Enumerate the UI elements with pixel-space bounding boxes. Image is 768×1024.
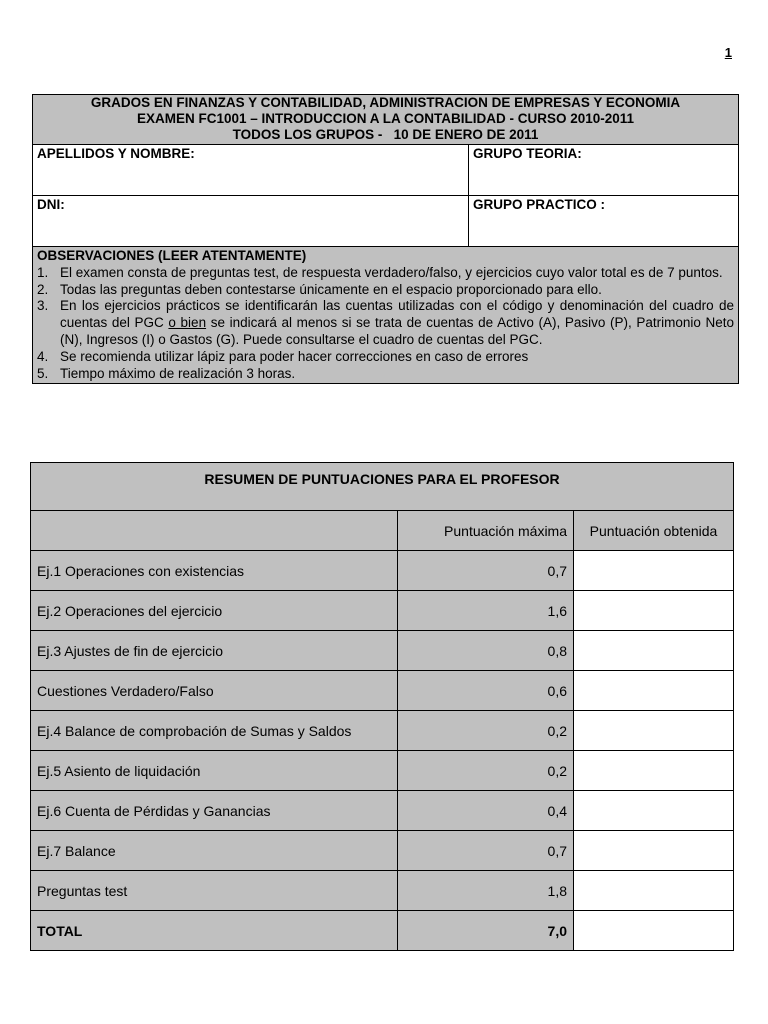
observation-text: Todas las preguntas deben contestarse únicamente en el espacio proporcionado para ello. bbox=[60, 281, 602, 297]
obtained-score-input[interactable] bbox=[574, 791, 734, 831]
exercise-label: Ej.2 Operaciones del ejercicio bbox=[31, 591, 398, 631]
theory-group-field[interactable] bbox=[469, 145, 739, 196]
observation-number: 4. bbox=[37, 348, 49, 364]
observation-text: Tiempo máximo de realización 3 horas. bbox=[60, 365, 296, 381]
obtained-score-input[interactable] bbox=[574, 831, 734, 871]
exam-title-line-1: GRADOS EN FINANZAS Y CONTABILIDAD, ADMINISTRACION DE EMPRESAS Y ECONOMIA bbox=[90, 95, 681, 110]
page-number: 1 bbox=[724, 45, 732, 60]
obtained-score-input[interactable] bbox=[574, 591, 734, 631]
max-score-cell: 0,7 bbox=[398, 551, 574, 591]
observation-number: 3. bbox=[37, 298, 49, 314]
observation-item bbox=[37, 349, 734, 366]
table-row bbox=[31, 831, 734, 871]
exercise-label: Ej.6 Cuenta de Pérdidas y Ganancias bbox=[31, 791, 398, 831]
exam-title bbox=[33, 95, 739, 145]
observations-title: OBSERVACIONES (LEER ATENTAMENTE) bbox=[37, 248, 307, 263]
exercise-label: Ej.5 Asiento de liquidación bbox=[31, 751, 398, 791]
exam-title-line-2: EXAMEN FC1001 – INTRODUCCION A LA CONTABILIDAD - CURSO 2010-2011 bbox=[136, 111, 635, 126]
max-score-cell: 1,6 bbox=[398, 591, 574, 631]
table-row bbox=[31, 671, 734, 711]
dni-field[interactable] bbox=[33, 196, 469, 247]
table-row bbox=[31, 751, 734, 791]
exercise-label: Ej.7 Balance bbox=[31, 831, 398, 871]
observation-item bbox=[37, 366, 734, 383]
observation-text: El examen consta de preguntas test, de respuesta verdadero/falso, y ejercicios cuyo valor total es de 7 puntos. bbox=[60, 264, 723, 280]
table-row bbox=[31, 551, 734, 591]
obtained-score-input[interactable] bbox=[574, 751, 734, 791]
observation-number: 1. bbox=[37, 264, 49, 280]
max-score-cell: 0,2 bbox=[398, 711, 574, 751]
obtained-score-input[interactable] bbox=[574, 551, 734, 591]
name-field[interactable] bbox=[33, 145, 469, 196]
observation-number: 5. bbox=[37, 365, 49, 381]
obtained-score-input[interactable] bbox=[574, 871, 734, 911]
observation-item bbox=[37, 265, 734, 282]
total-row bbox=[31, 911, 734, 951]
max-score-cell: 0,8 bbox=[398, 631, 574, 671]
name-label: APELLIDOS Y NOMBRE: bbox=[37, 146, 195, 161]
table-row bbox=[31, 791, 734, 831]
max-score-cell: 1,8 bbox=[398, 871, 574, 911]
max-score-cell: 0,7 bbox=[398, 831, 574, 871]
exercise-label: Ej.4 Balance de comprobación de Sumas y Saldos bbox=[31, 711, 398, 751]
exercise-label: Ej.1 Operaciones con existencias bbox=[31, 551, 398, 591]
observation-text-before: En los ejercicios prácticos se identificarán las cuentas utilizadas con el código y denominación del cuadro de cuentas del PGC bbox=[60, 298, 735, 331]
empty-header-cell bbox=[31, 511, 398, 551]
max-score-cell: 0,6 bbox=[398, 671, 574, 711]
table-row bbox=[31, 591, 734, 631]
obtained-score-input[interactable] bbox=[574, 671, 734, 711]
obtained-score-header: Puntuación obtenida bbox=[574, 511, 734, 551]
total-obtained-input[interactable] bbox=[574, 911, 734, 951]
theory-group-label: GRUPO TEORIA: bbox=[473, 146, 582, 161]
max-score-cell: 0,2 bbox=[398, 751, 574, 791]
obtained-score-input[interactable] bbox=[574, 711, 734, 751]
max-score-header: Puntuación máxima bbox=[398, 511, 574, 551]
max-score-cell: 0,4 bbox=[398, 791, 574, 831]
observation-underlined-text: o bien bbox=[168, 315, 207, 331]
score-summary-title: RESUMEN DE PUNTUACIONES PARA EL PROFESOR bbox=[31, 463, 734, 511]
score-summary-table bbox=[30, 462, 734, 951]
observation-item bbox=[37, 298, 734, 348]
total-max-score: 7,0 bbox=[398, 911, 574, 951]
total-label: TOTAL bbox=[31, 911, 398, 951]
table-row bbox=[31, 711, 734, 751]
exam-title-line-3: TODOS LOS GRUPOS - 10 DE ENERO DE 2011 bbox=[232, 127, 539, 142]
table-row bbox=[31, 631, 734, 671]
dni-label: DNI: bbox=[37, 197, 65, 212]
table-row bbox=[31, 871, 734, 911]
observations-box bbox=[33, 247, 739, 384]
observations-list bbox=[37, 265, 734, 383]
observation-item bbox=[37, 282, 734, 299]
observation-number: 2. bbox=[37, 281, 49, 297]
exam-header-table bbox=[32, 94, 739, 384]
observation-text: Se recomienda utilizar lápiz para poder hacer correcciones en caso de errores bbox=[60, 348, 529, 364]
practice-group-field[interactable] bbox=[469, 196, 739, 247]
practice-group-label: GRUPO PRACTICO : bbox=[473, 197, 606, 212]
observation-text-after: se indicará al menos si se trata de cuentas de Activo (A), Pasivo (P), Patrimonio Neto (N), Ingresos (I) o Gastos (G). Puede consultarse el cuadro de cuentas del PGC. bbox=[60, 315, 734, 347]
obtained-score-input[interactable] bbox=[574, 631, 734, 671]
exercise-label: Ej.3 Ajustes de fin de ejercicio bbox=[31, 631, 398, 671]
exercise-label: Cuestiones Verdadero/Falso bbox=[31, 671, 398, 711]
exercise-label: Preguntas test bbox=[31, 871, 398, 911]
